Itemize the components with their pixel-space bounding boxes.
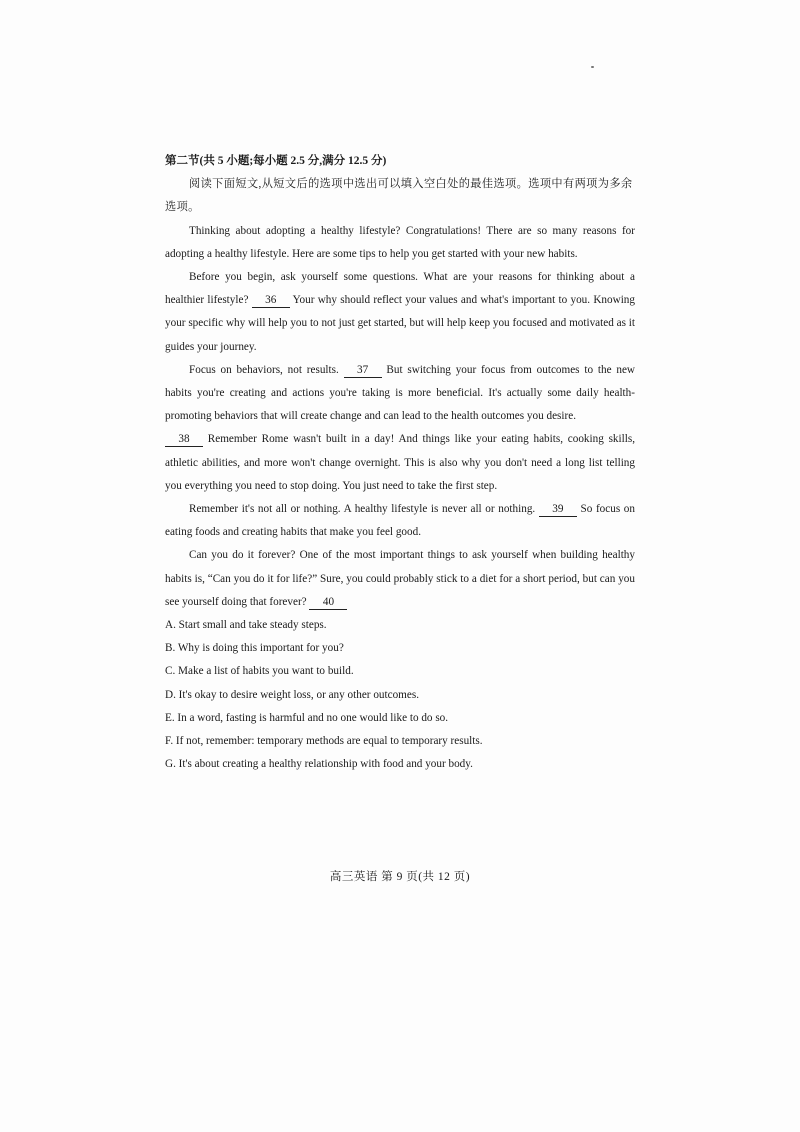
option-b: B. Why is doing this important for you? <box>165 642 344 655</box>
paragraph-text: But switching your focus from outcomes to the new habits you're creating and actions you're taking is more beneficial. It's actually some daily health-promoting behaviors that will create change and can lead to the health outcomes you desire. <box>165 363 635 423</box>
section-instructions: 阅读下面短文,从短文后的选项中选出可以填入空白处的最佳选项。选项中有两项为多余选项。 <box>165 178 633 214</box>
passage-paragraph-6 <box>165 544 635 614</box>
option-f: F. If not, remember: temporary methods are equal to temporary results. <box>165 735 483 748</box>
answer-options <box>165 614 635 776</box>
passage-paragraph-1: Thinking about adopting a healthy lifestyle? Congratulations! There are so many reasons for adopting a healthy lifestyle. Here are some tips to help you get started with your new habits. <box>165 224 635 260</box>
scan-speck <box>591 66 594 68</box>
option-e: E. In a word, fasting is harmful and no one would like to do so. <box>165 711 449 724</box>
blank-39: 39 <box>539 502 577 517</box>
blank-37: 37 <box>344 363 382 378</box>
paragraph-text: Remember Rome wasn't built in a day! And things like your eating habits, cooking skills, athletic abilities, and more won't change overnight. This is also why you don't need a long list telling you everything you need to stop doing. You just need to take the first step. <box>165 433 635 492</box>
reading-section <box>165 150 635 776</box>
paragraph-text: So focus on eating foods and creating habits that make you feel good. <box>165 503 635 539</box>
blank-36: 36 <box>252 293 290 308</box>
paragraph-text: Remember it's not all or nothing. A healthy lifestyle is never all or nothing. <box>189 503 539 516</box>
page-footer: 高三英语 第 9 页(共 12 页) <box>329 871 471 883</box>
passage-paragraph-2 <box>165 266 635 359</box>
paragraph-text: Can you do it forever? One of the most important things to ask yourself when building healthy habits is, “Can you do it for life?” Sure, you could probably stick to a diet for a short period, but can you see yourself doing that forever? <box>165 549 635 608</box>
option-g: G. It's about creating a healthy relationship with food and your body. <box>165 758 473 771</box>
passage-paragraph-4 <box>165 428 635 498</box>
option-c: C. Make a list of habits you want to build. <box>165 665 354 678</box>
option-d: D. It's okay to desire weight loss, or any other outcomes. <box>165 688 419 701</box>
section-heading: 第二节(共 5 小题;每小题 2.5 分,满分 12.5 分) <box>165 155 387 167</box>
blank-38: 38 <box>165 432 203 447</box>
passage-paragraph-5 <box>165 498 635 544</box>
paragraph-text: Your why should reflect your values and what's important to you. Knowing your specific why will help you to not just get started, but will help keep you focused and motivated as it guides your journey. <box>165 294 635 353</box>
option-a: A. Start small and take steady steps. <box>165 619 327 632</box>
paragraph-text: Before you begin, ask yourself some questions. What are your reasons for thinking about a healthier lifestyle? <box>165 271 635 307</box>
blank-40: 40 <box>309 595 347 610</box>
paragraph-text: Focus on behaviors, not results. <box>189 363 344 376</box>
passage-paragraph-3 <box>165 359 635 429</box>
